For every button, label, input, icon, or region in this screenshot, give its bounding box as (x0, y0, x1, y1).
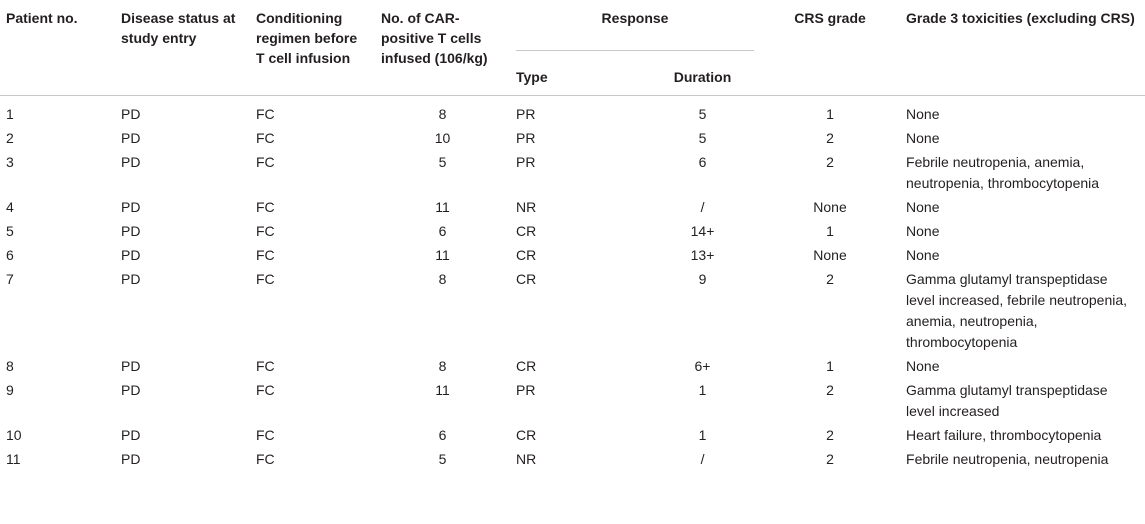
cell-crs-grade: 2 (826, 130, 834, 146)
cell-response-type: PR (516, 154, 536, 170)
cell-car-cells: 10 (434, 130, 451, 146)
table-row (0, 379, 1145, 424)
cell-disease-status: PD (121, 106, 141, 122)
cell-toxicities: None (906, 247, 940, 263)
cell-toxicities: Febrile neutropenia, neutropenia (906, 451, 1109, 467)
cell-disease-status: PD (121, 427, 141, 443)
cell-response-type: CR (516, 247, 537, 263)
header-conditioning: Conditioning regimen before T cell infusion (256, 10, 358, 66)
cell-patient-no: 11 (6, 451, 21, 467)
cell-regimen: FC (256, 451, 275, 467)
cell-response-type: CR (516, 427, 537, 443)
cell-car-cells: 8 (438, 358, 447, 374)
cell-disease-status: PD (121, 154, 141, 170)
header-toxicities: Grade 3 toxicities (excluding CRS) (906, 10, 1135, 26)
cell-regimen: FC (256, 382, 275, 398)
cell-crs-grade: 2 (826, 154, 834, 170)
cell-response-type: CR (516, 358, 537, 374)
header-response-duration: Duration (673, 69, 732, 85)
table-row (0, 127, 1145, 151)
cell-crs-grade: None (813, 247, 847, 263)
cell-response-type: CR (516, 223, 537, 239)
cell-crs-grade: 2 (826, 451, 834, 467)
cell-patient-no: 3 (6, 154, 14, 170)
cell-crs-grade: 1 (826, 358, 834, 374)
cell-regimen: FC (256, 247, 275, 263)
cell-patient-no: 4 (6, 199, 14, 215)
cell-response-duration: 5 (698, 130, 707, 146)
cell-response-duration: 1 (698, 427, 707, 443)
table-row (0, 220, 1145, 244)
cell-regimen: FC (256, 427, 275, 443)
cell-regimen: FC (256, 271, 275, 287)
cell-patient-no: 10 (6, 427, 22, 443)
cell-toxicities: Febrile neutropenia, anemia, neutropenia, thrombocytopenia (906, 154, 1100, 191)
cell-disease-status: PD (121, 382, 141, 398)
cell-toxicities: None (906, 199, 940, 215)
cell-toxicities: None (906, 223, 940, 239)
cell-toxicities: Gamma glutamyl transpeptidase level increased (906, 382, 1108, 419)
cell-response-type: PR (516, 130, 536, 146)
cell-car-cells: 8 (438, 271, 447, 287)
cell-response-duration: / (700, 451, 705, 467)
cell-regimen: FC (256, 199, 275, 215)
table-body (0, 96, 1145, 473)
cell-patient-no: 9 (6, 382, 14, 398)
cell-car-cells: 6 (438, 223, 447, 239)
header-patient-no: Patient no. (6, 10, 78, 26)
cell-patient-no: 1 (6, 106, 14, 122)
cell-crs-grade: 1 (826, 223, 834, 239)
cell-response-type: PR (516, 382, 536, 398)
cell-response-duration: 13+ (690, 247, 715, 263)
cell-response-type: NR (516, 199, 537, 215)
table-row (0, 448, 1145, 472)
cell-car-cells: 11 (435, 382, 450, 398)
cell-car-cells: 6 (438, 427, 447, 443)
cell-disease-status: PD (121, 358, 141, 374)
table-row (0, 244, 1145, 268)
cell-response-duration: 1 (698, 382, 707, 398)
cell-crs-grade: 2 (826, 271, 834, 287)
cell-toxicities: Heart failure, thrombocytopenia (906, 427, 1102, 443)
cell-toxicities: None (906, 106, 940, 122)
header-response-type: Type (516, 69, 548, 85)
cell-response-duration: 9 (698, 271, 707, 287)
cell-regimen: FC (256, 130, 275, 146)
cell-car-cells: 5 (438, 451, 447, 467)
cell-patient-no: 6 (6, 247, 14, 263)
cell-car-cells: 11 (435, 247, 450, 263)
cell-patient-no: 2 (6, 130, 14, 146)
cell-toxicities: None (906, 130, 940, 146)
cell-crs-grade: 1 (826, 106, 834, 122)
cell-patient-no: 8 (6, 358, 14, 374)
cell-response-duration: 6+ (694, 358, 711, 374)
table-row (0, 196, 1145, 220)
table-row (0, 151, 1145, 196)
cell-response-type: PR (516, 106, 536, 122)
cell-regimen: FC (256, 223, 275, 239)
cell-disease-status: PD (121, 130, 141, 146)
cell-response-duration: 6 (698, 154, 707, 170)
table-row (0, 96, 1145, 128)
header-car-cells: No. of CAR-positive T cells infused (106/kg) (381, 10, 488, 66)
cell-crs-grade: 2 (826, 427, 834, 443)
header-response-group (510, 0, 760, 57)
cell-disease-status: PD (121, 247, 141, 263)
cell-car-cells: 8 (438, 106, 447, 122)
response-divider (516, 50, 754, 51)
header-crs-grade: CRS grade (794, 10, 866, 26)
cell-crs-grade: 2 (826, 382, 834, 398)
cell-regimen: FC (256, 154, 275, 170)
cell-car-cells: 5 (438, 154, 447, 170)
table-row (0, 268, 1145, 355)
table-row (0, 424, 1145, 448)
cell-disease-status: PD (121, 271, 141, 287)
cell-crs-grade: None (813, 199, 847, 215)
cell-toxicities: Gamma glutamyl transpeptidase level increased, febrile neutropenia, anemia, neutropenia, thrombocytopenia (906, 271, 1128, 350)
cell-response-duration: 5 (698, 106, 707, 122)
table-row (0, 355, 1145, 379)
header-disease-status: Disease status at study entry (121, 10, 236, 46)
cell-response-type: CR (516, 271, 537, 287)
cell-disease-status: PD (121, 199, 141, 215)
cell-response-type: NR (516, 451, 537, 467)
cell-toxicities: None (906, 358, 940, 374)
cell-disease-status: PD (121, 451, 141, 467)
cell-response-duration: / (700, 199, 705, 215)
cell-regimen: FC (256, 358, 275, 374)
cell-response-duration: 14+ (690, 223, 715, 239)
cell-disease-status: PD (121, 223, 141, 239)
cell-regimen: FC (256, 106, 275, 122)
cell-patient-no: 7 (6, 271, 14, 287)
cell-patient-no: 5 (6, 223, 14, 239)
header-response: Response (601, 10, 669, 26)
cell-car-cells: 11 (435, 199, 450, 215)
